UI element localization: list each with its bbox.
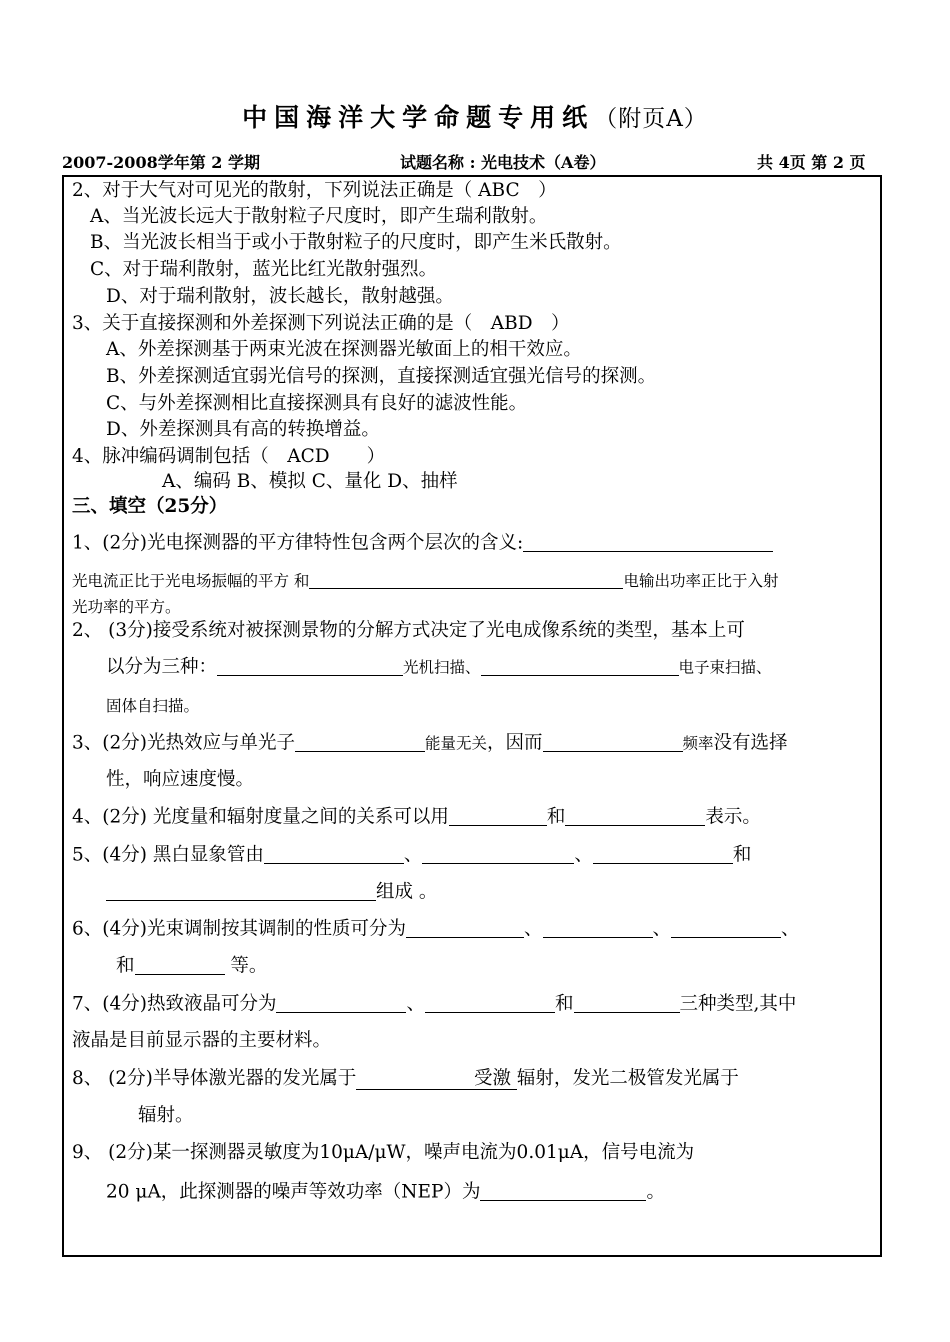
fill-q7-line2: 液晶是目前显示器的主要材料。 <box>72 1030 332 1051</box>
q2-option-d: D、对于瑞利散射，波长越长，散射越强。 <box>106 286 454 307</box>
fill-q8-line1: 8、 (2分)半导体激光器的发光属于 受激 辐射，发光二极管发光属于 <box>72 1068 739 1089</box>
answer-blank <box>217 656 403 676</box>
fill-q2-line2: 以分为三种： 光机扫描、 电子束扫描、 <box>106 656 772 678</box>
q3-option-d: D、外差探测具有高的转换增益。 <box>106 419 380 440</box>
answer-blank <box>449 806 547 826</box>
fill-q2-line1: 2、 (3分)接受系统对被探测景物的分解方式决定了光电成像系统的类型，基本上可 <box>72 620 745 641</box>
fill-q8-line2: 辐射。 <box>138 1105 194 1126</box>
q3-option-c: C、与外差探测相比直接探测具有良好的滤波性能。 <box>106 393 528 414</box>
q2-option-a: A、当光波长远大于散射粒子尺度时，即产生瑞利散射。 <box>90 206 548 227</box>
semester-label: 2007-2008学年第 2 学期 <box>62 153 260 172</box>
exam-name-label: 试题名称 : 光电技术（A卷） <box>400 153 606 172</box>
q4-options: A、编码 B、模拟 C、量化 D、抽样 <box>162 471 458 492</box>
answer-blank <box>481 656 679 676</box>
q2-stem: 2、对于大气对可见光的散射，下列说法正确是（ ABC ） <box>72 180 557 201</box>
q3-stem: 3、关于直接探测和外差探测下列说法正确的是（ ABD ） <box>72 313 570 334</box>
fill-q2-line3: 固体自扫描。 <box>106 697 200 715</box>
fill-q1-line2: 光电流正比于光电场振幅的平方 和 电输出功率正比于入射 <box>72 572 779 590</box>
fill-q3-line2: 性，响应速度慢。 <box>106 769 255 790</box>
answer-blank <box>574 993 680 1013</box>
content-frame <box>62 175 882 1257</box>
answer-blank <box>276 993 406 1013</box>
fill-q6-line2: 和 等。 <box>116 955 268 977</box>
answer-blank <box>264 844 404 864</box>
answer-blank <box>593 844 733 864</box>
fill-q7-line1: 7、(4分)热致液晶可分为 、 和 三种类型,其中 <box>72 993 797 1015</box>
page-count-label: 共 4页 第 2 页 <box>757 153 866 172</box>
fill-q5-line2: 组成 。 <box>106 881 437 904</box>
answer-blank <box>309 573 623 590</box>
fill-q5-line1: 5、(4分) 黑白显象管由 、 、 和 <box>72 844 752 866</box>
q2-option-b: B、当光波长相当于或小于散射粒子的尺度时，即产生米氏散射。 <box>90 232 622 253</box>
answer-blank <box>295 732 425 752</box>
answer-blank <box>543 918 653 938</box>
answer-blank <box>543 732 683 752</box>
answer-blank <box>422 844 574 864</box>
fill-q9-line1: 9、 (2分)某一探测器灵敏度为10μA/μW，噪声电流为0.01μA，信号电流为 <box>72 1142 695 1163</box>
answer-blank <box>425 993 555 1013</box>
answer-blank <box>106 881 376 901</box>
fill-q1-line1: 1、(2分)光电探测器的平方律特性包含两个层次的含义: <box>72 532 773 555</box>
fill-q6-line1: 6、(4分)光束调制按其调制的性质可分为 、 、 、 <box>72 918 800 940</box>
answer-blank <box>135 955 225 975</box>
answer-blank <box>565 806 705 826</box>
page-title-suffix: （附页A） <box>594 106 708 132</box>
q4-stem: 4、脉冲编码调制包括（ ACD ） <box>72 446 386 467</box>
q3-option-a: A、外差探测基于两束光波在探测器光敏面上的相干效应。 <box>106 339 582 360</box>
section-3-heading: 三、填空（25分） <box>72 496 228 517</box>
q2-option-c: C、对于瑞利散射，蓝光比红光散射强烈。 <box>90 259 438 280</box>
answer-filled: 受激 <box>356 1068 517 1090</box>
fill-q1-line3: 光功率的平方。 <box>72 598 181 616</box>
answer-blank <box>523 532 773 552</box>
answer-blank <box>480 1181 646 1201</box>
fill-q9-line2: 20 μA，此探测器的噪声等效功率（NEP）为 。 <box>106 1181 665 1203</box>
q3-option-b: B、外差探测适宜弱光信号的探测，直接探测适宜强光信号的探测。 <box>106 366 657 387</box>
fill-q3-line1: 3、(2分)光热效应与单光子 能量无关，因而 频率没有选择 <box>72 732 788 754</box>
fill-q4-line: 4、(2分) 光度量和辐射度量之间的关系可以用 和 表示。 <box>72 806 761 828</box>
page-title: 中国海洋大学命题专用纸（附页A） <box>242 103 708 132</box>
answer-blank <box>406 918 524 938</box>
answer-blank <box>671 918 781 938</box>
